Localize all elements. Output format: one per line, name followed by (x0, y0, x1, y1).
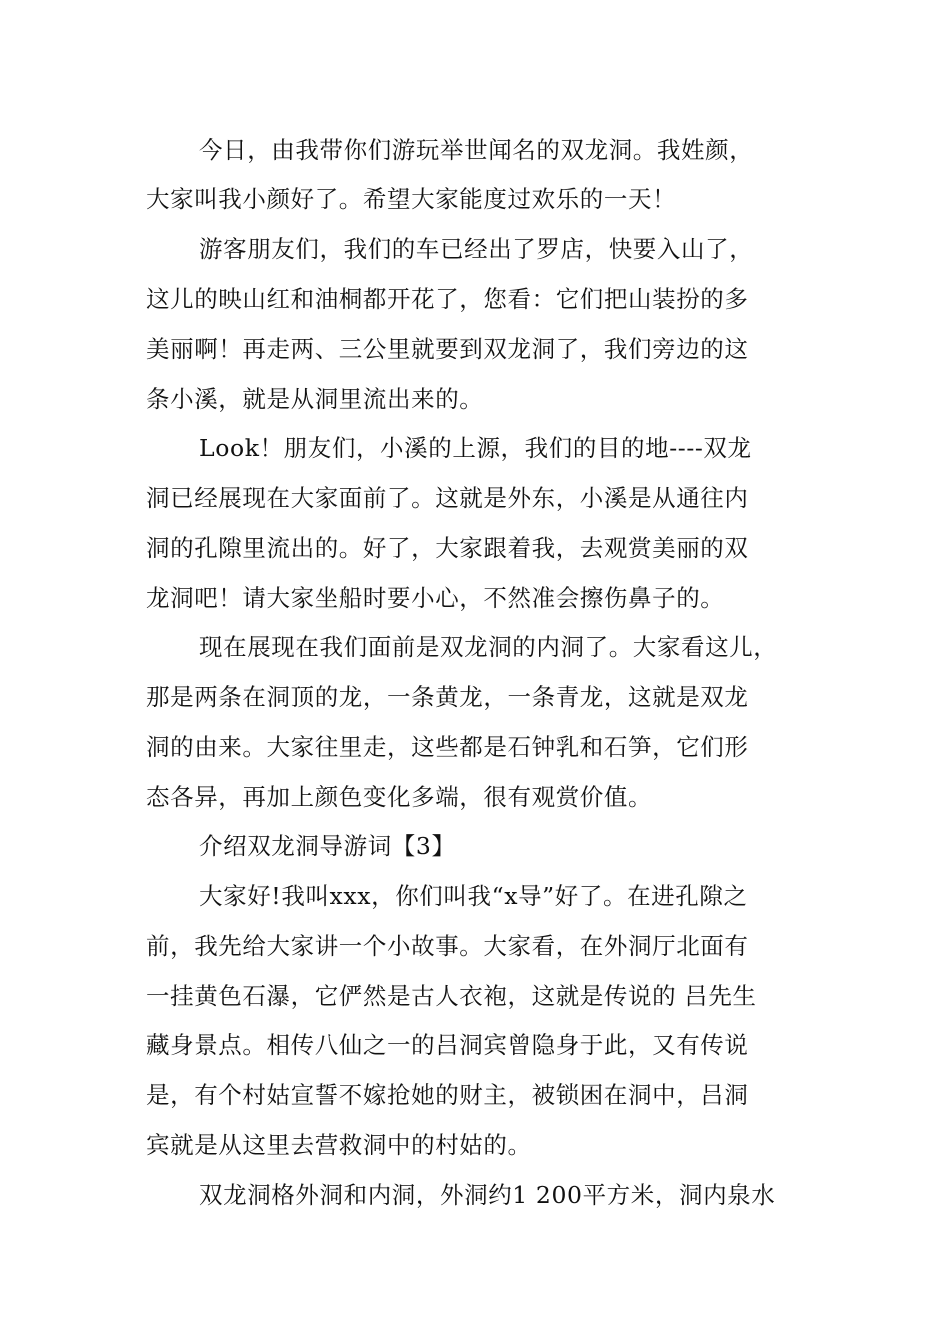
paragraph-line: 双龙洞格外洞和内洞，外洞约1 200平方米，洞内泉水 (199, 1181, 776, 1209)
paragraph-line: 是，有个村姑宣誓不嫁抢她的财主，被锁困在洞中，吕洞 (146, 1081, 749, 1109)
paragraph-line: 这儿的映山红和油桐都开花了，您看：它们把山装扮的多 (146, 285, 749, 313)
paragraph-line: 洞的孔隙里流出的。好了，大家跟着我，去观赏美丽的双 (146, 534, 749, 562)
paragraph-line: 前，我先给大家讲一个小故事。大家看，在外洞厅北面有 (146, 932, 749, 960)
paragraph-line: 那是两条在洞顶的龙，一条黄龙，一条青龙，这就是双龙 (146, 683, 749, 711)
paragraph-line: 大家好!我叫xxx，你们叫我“x导”好了。在进孔隙之 (199, 882, 748, 910)
paragraph-line: 美丽啊！再走两、三公里就要到双龙洞了，我们旁边的这 (146, 335, 749, 363)
paragraph-line: Look！朋友们，小溪的上源，我们的目的地----双龙 (199, 434, 752, 462)
paragraph-line: 今日，由我带你们游玩举世闻名的双龙洞。我姓颜， (199, 136, 754, 164)
paragraph-line: 大家叫我小颜好了。希望大家能度过欢乐的一天！ (146, 185, 677, 213)
paragraph-line: 洞已经展现在大家面前了。这就是外东，小溪是从通往内 (146, 484, 749, 512)
paragraph-line: 藏身景点。相传八仙之一的吕洞宾曾隐身于此，又有传说 (146, 1031, 749, 1059)
paragraph-line: 态各异，再加上颜色变化多端，很有观赏价值。 (146, 783, 653, 811)
paragraph-line: 现在展现在我们面前是双龙洞的内洞了。大家看这儿， (199, 633, 778, 661)
section-heading: 介绍双龙洞导游词【3】 (199, 832, 456, 860)
paragraph-line: 条小溪，就是从洞里流出来的。 (146, 385, 484, 413)
paragraph-line: 游客朋友们，我们的车已经出了罗店，快要入山了， (199, 235, 754, 263)
paragraph-line: 龙洞吧！请大家坐船时要小心，不然准会擦伤鼻子的。 (146, 584, 725, 612)
paragraph-line: 一挂黄色石瀑，它俨然是古人衣袍，这就是传说的 吕先生 (146, 982, 757, 1010)
paragraph-line: 宾就是从这里去营救洞中的村姑的。 (146, 1131, 532, 1159)
paragraph-line: 洞的由来。大家往里走，这些都是石钟乳和石笋，它们形 (146, 733, 749, 761)
